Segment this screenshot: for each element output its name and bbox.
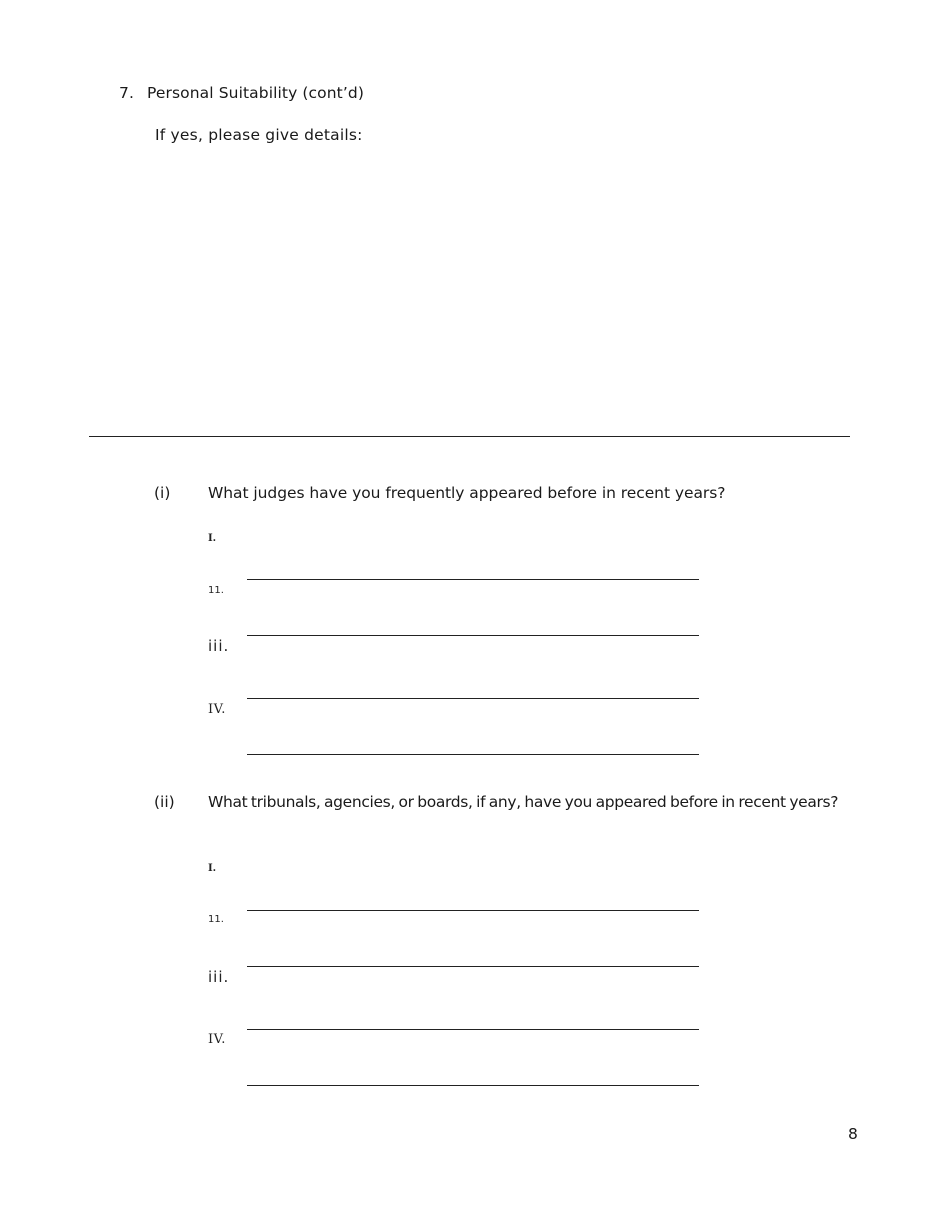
item-numeral: I.	[208, 863, 217, 874]
section-divider	[89, 436, 850, 437]
question-label: (ii)	[154, 793, 175, 811]
section-number: 7.	[119, 84, 134, 102]
item-numeral: iii.	[208, 637, 230, 655]
answer-line[interactable]	[247, 635, 699, 636]
details-prompt: If yes, please give details:	[155, 126, 363, 144]
answer-line[interactable]	[247, 966, 699, 967]
question-text: What tribunals, agencies, or boards, if any, have you appeared before in recent years?	[208, 793, 839, 811]
question-label: (i)	[154, 484, 171, 502]
details-answer-area[interactable]	[147, 150, 850, 430]
answer-line[interactable]	[247, 579, 699, 580]
section-title: Personal Suitability (cont’d)	[147, 84, 364, 102]
item-numeral: IV.	[208, 702, 226, 717]
item-numeral: I.	[208, 533, 217, 544]
item-numeral: 11.	[208, 585, 224, 596]
question-text: What judges have you frequently appeared before in recent years?	[208, 484, 726, 502]
answer-line[interactable]	[247, 910, 699, 911]
answer-line[interactable]	[247, 698, 699, 699]
answer-line[interactable]	[247, 1085, 699, 1086]
answer-line[interactable]	[247, 1029, 699, 1030]
answer-line[interactable]	[247, 754, 699, 755]
item-numeral: iii.	[208, 968, 230, 986]
item-numeral: 11.	[208, 914, 224, 925]
page-number: 8	[848, 1125, 858, 1143]
item-numeral: IV.	[208, 1032, 226, 1047]
